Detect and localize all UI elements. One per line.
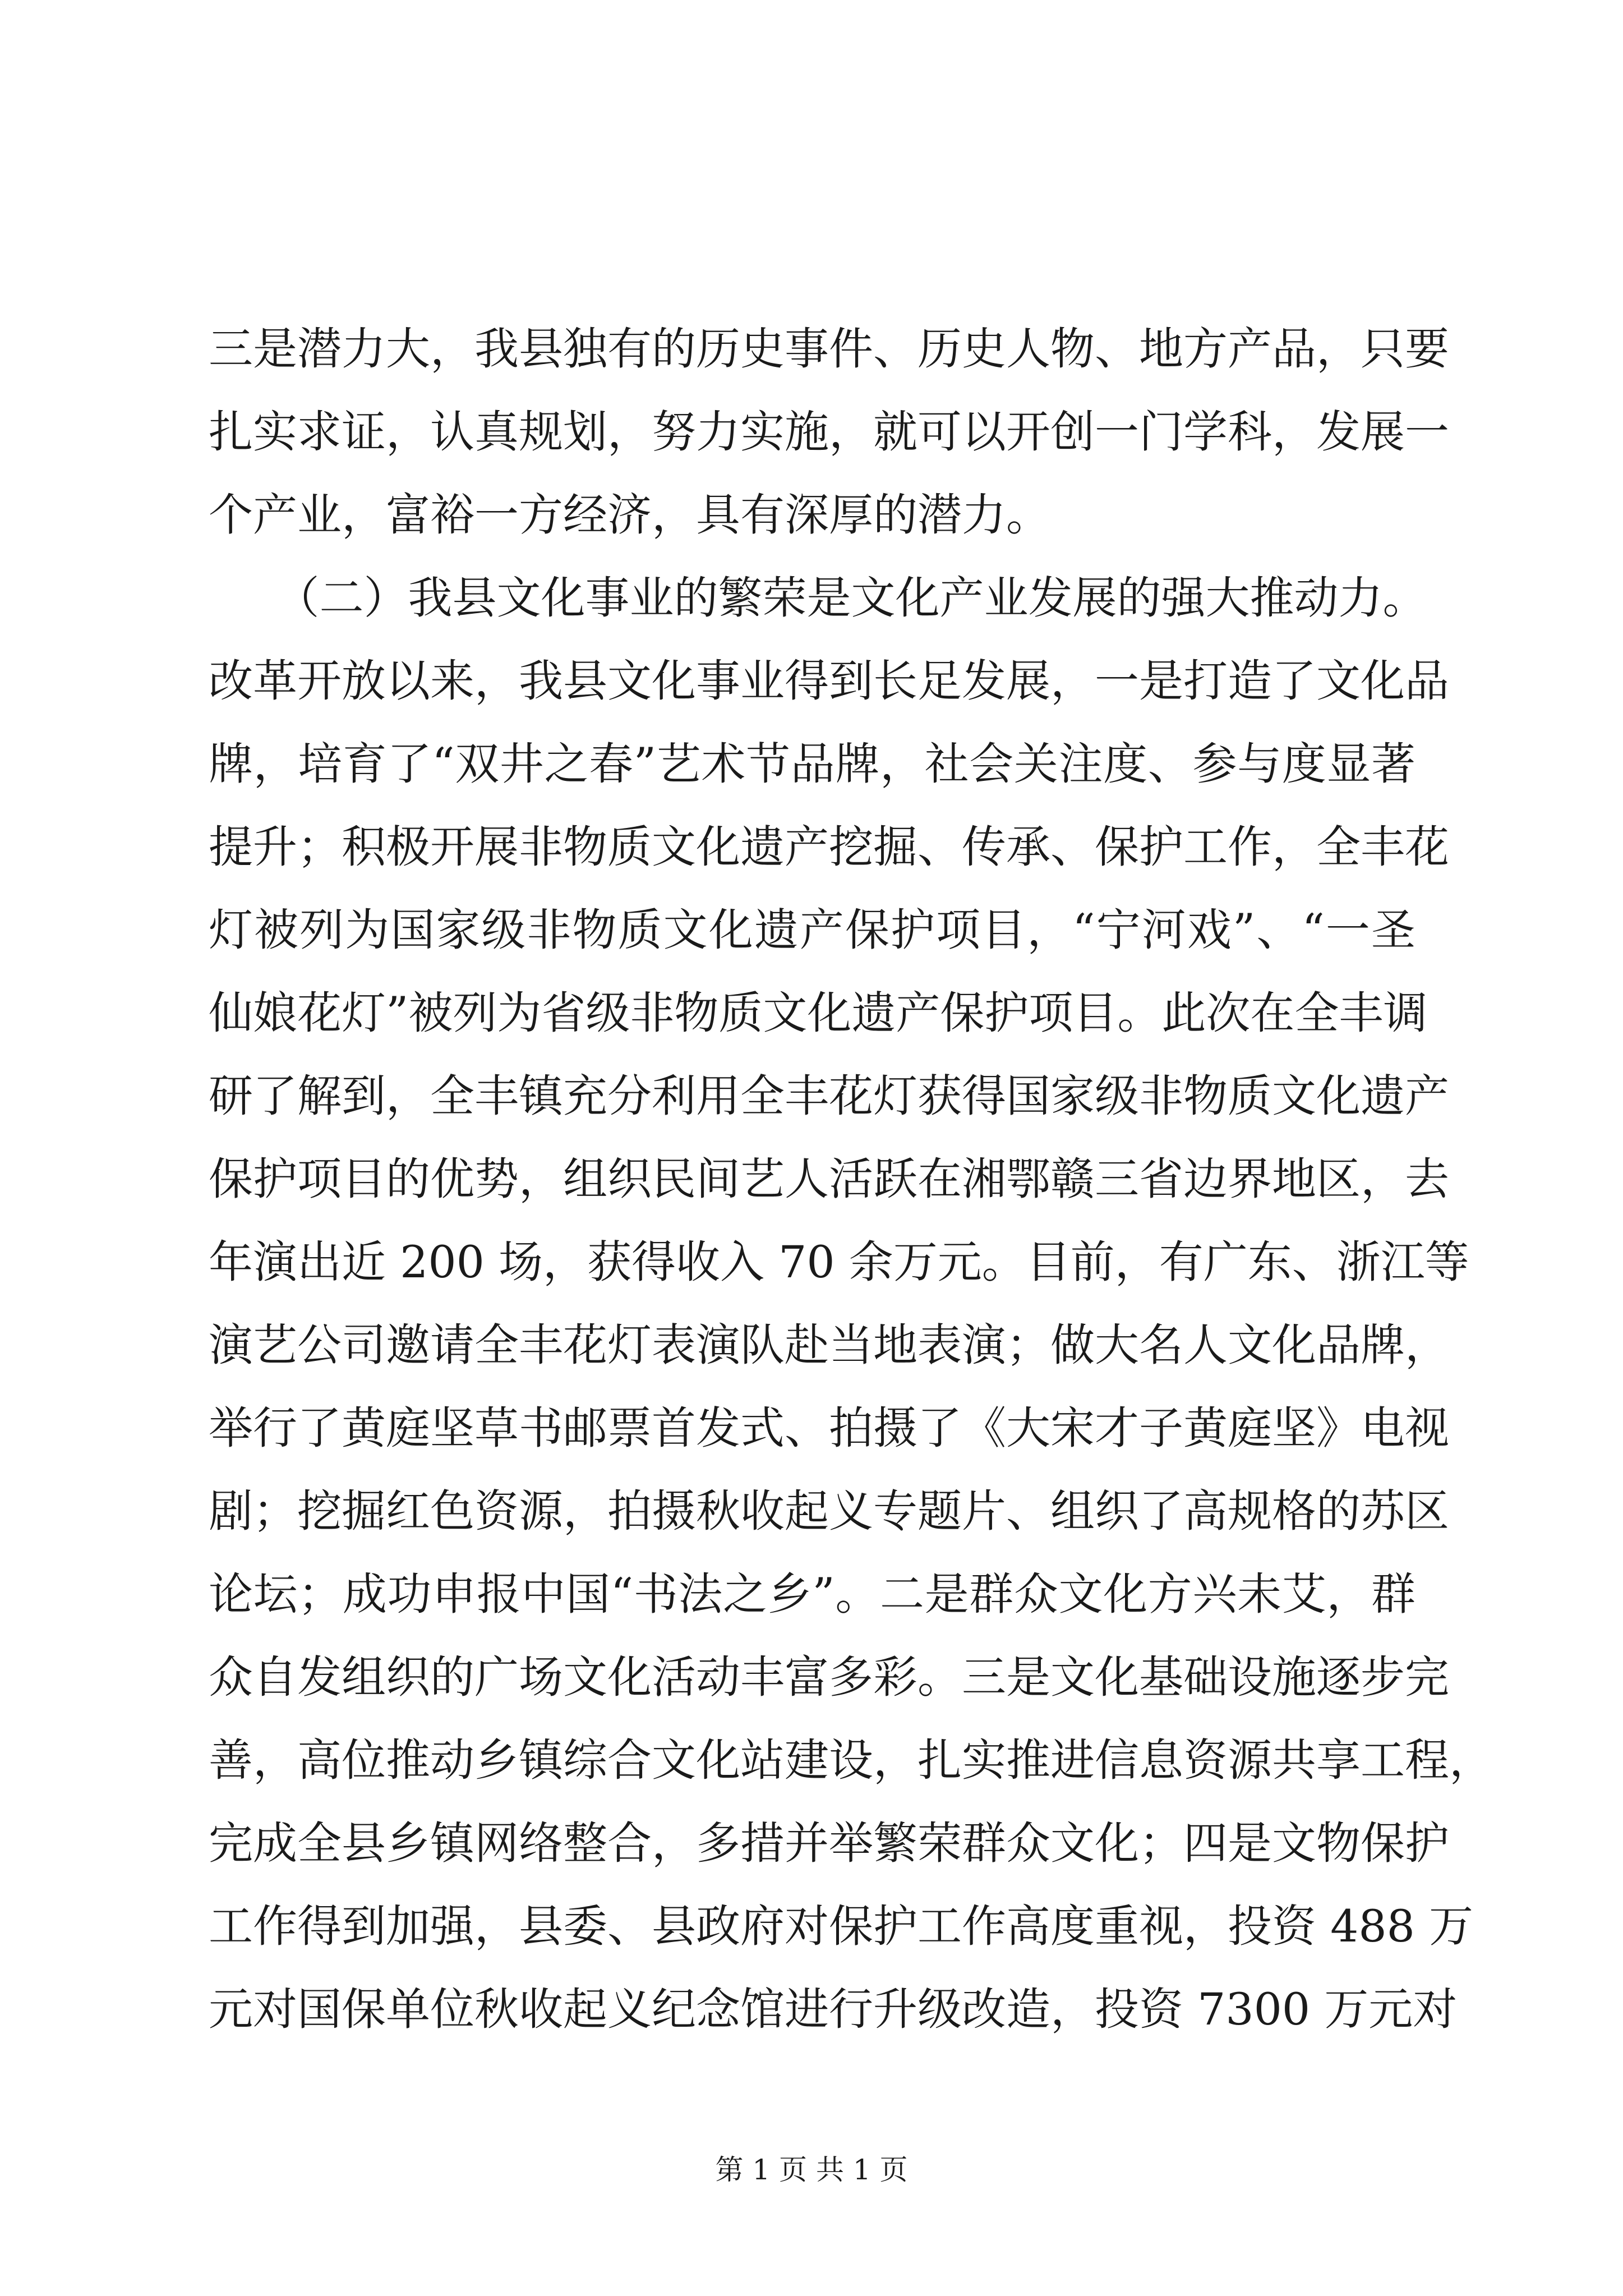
text-line-12: 年演出近 200 场，获得收入 70 余万元。目前，有广东、浙江等 xyxy=(209,1236,1469,1288)
text-line-6: 牌，培育了“双井之春”艺术节品牌，社会关注度、参与度显著 xyxy=(209,738,1415,790)
text-line-5: 改革开放以来，我县文化事业得到长足发展，一是打造了文化品 xyxy=(209,655,1449,707)
text-line-14: 举行了黄庭坚草书邮票首发式、拍摄了《大宋才子黄庭坚》电视 xyxy=(209,1402,1449,1454)
text-line-11: 保护项目的优势，组织民间艺人活跃在湘鄂赣三省边界地区，去 xyxy=(209,1153,1449,1205)
text-line-16: 论坛；成功申报中国“书法之乡”。二是群众文化方兴未艾，群 xyxy=(209,1568,1415,1620)
text-line-21: 元对国保单位秋收起义纪念馆进行升级改造，投资 7300 万元对 xyxy=(209,1984,1458,2035)
body-text xyxy=(209,307,1493,2051)
text-line-9: 仙娘花灯”被列为省级非物质文化遗产保护项目。此次在全丰调 xyxy=(209,987,1428,1039)
text-line-2: 扎实求证，认真规划，努力实施，就可以开创一门学科，发展一 xyxy=(209,406,1449,458)
page-footer: 第 1 页 共 1 页 xyxy=(715,2154,908,2186)
text-line-10: 研了解到，全丰镇充分利用全丰花灯获得国家级非物质文化遗产 xyxy=(209,1070,1449,1122)
text-line-8: 灯被列为国家级非物质文化遗产保护项目，“宁河戏”、“一圣 xyxy=(209,904,1415,956)
text-line-3: 个产业，富裕一方经济，具有深厚的潜力。 xyxy=(209,489,1050,541)
text-line-20: 工作得到加强，县委、县政府对保护工作高度重视，投资 488 万 xyxy=(209,1901,1474,1952)
text-line-15: 剧；挖掘红色资源，拍摄秋收起义专题片、组织了高规格的苏区 xyxy=(209,1485,1449,1537)
text-line-7: 提升；积极开展非物质文化遗产挖掘、传承、保护工作，全丰花 xyxy=(209,821,1449,873)
text-line-19: 完成全县乡镇网络整合，多措并举繁荣群众文化；四是文物保护 xyxy=(209,1818,1449,1869)
text-line-4: （二）我县文化事业的繁荣是文化产业发展的强大推动力。 xyxy=(209,572,1427,624)
text-line-18: 善，高位推动乡镇综合文化站建设，扎实推进信息资源共享工程， xyxy=(209,1734,1493,1786)
text-line-17: 众自发组织的广场文化活动丰富多彩。三是文化基础设施逐步完 xyxy=(209,1651,1449,1703)
text-line-13: 演艺公司邀请全丰花灯表演队赴当地表演；做大名人文化品牌， xyxy=(209,1319,1449,1371)
text-line-1: 三是潜力大，我县独有的历史事件、历史人物、地方产品，只要 xyxy=(209,323,1449,375)
